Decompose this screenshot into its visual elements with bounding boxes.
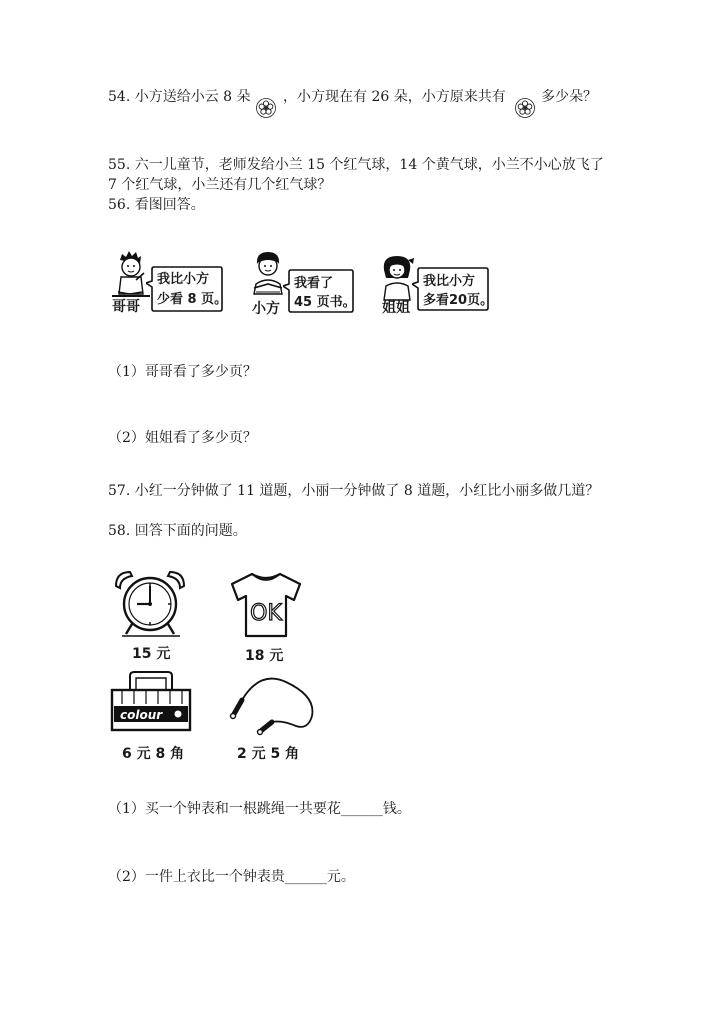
q54-part1: 54. 小方送给小云 8 朵 (108, 89, 251, 105)
shirt-ok-label: OK (250, 601, 282, 626)
q58-sub1: （1）买一个钟表和一根跳绳一共要花______钱。 (108, 801, 411, 817)
sister-bubble-line1: 我比小方 (423, 274, 476, 289)
q58-title: 58. 回答下面的问题。 (108, 523, 247, 539)
q56-sub2: （2）姐姐看了多少页？ (108, 430, 257, 446)
q55-line1: 55. 六一儿童节，老师发给小兰 15 个红气球，14 个黄气球，小兰不小心放飞了 (108, 157, 604, 173)
sister-label: 姐姐 (382, 300, 410, 316)
jump-rope-price: 2 元 5 角 (237, 746, 300, 762)
sister-bubble-line2: 多看20页。 (423, 293, 494, 308)
q56-sub1: （1）哥哥看了多少页？ (108, 364, 257, 380)
brother-bubble-line2: 少看 8 页。 (157, 292, 228, 307)
xiaofang-label: 小方 (252, 301, 280, 317)
xiaofang-bubble-line1: 我看了 (294, 276, 334, 291)
q56-title: 56. 看图回答。 (108, 197, 205, 213)
shirt-icon (228, 570, 304, 640)
xiaofang-figure (248, 248, 288, 304)
brother-bubble-line1: 我比小方 (157, 272, 210, 287)
q54-part2: ，小方现在有 26 朵，小方原来共有 (283, 89, 506, 105)
alarm-clock-icon (110, 568, 190, 640)
flower-icon (255, 97, 277, 119)
paint-box-price: 6 元 8 角 (122, 746, 185, 762)
xiaofang-bubble-line2: 45 页书。 (294, 295, 356, 310)
paint-box-icon (108, 668, 194, 734)
jump-rope-icon (226, 670, 322, 740)
q57-text: 57. 小红一分钟做了 11 道题，小丽一分钟做了 8 道题，小红比小丽多做几道？ (108, 483, 600, 499)
shirt-price: 18 元 (245, 648, 284, 664)
brother-label: 哥哥 (112, 299, 140, 315)
q55-line2: 7 个红气球，小兰还有几个红气球？ (108, 177, 332, 193)
clock-price: 15 元 (132, 646, 171, 662)
q54-part3: 多少朵？ (541, 89, 597, 105)
flower-icon (514, 97, 536, 119)
q58-sub2: （2）一件上衣比一个钟表贵______元。 (108, 869, 355, 885)
paint-box-colour-label: colour (120, 708, 163, 722)
